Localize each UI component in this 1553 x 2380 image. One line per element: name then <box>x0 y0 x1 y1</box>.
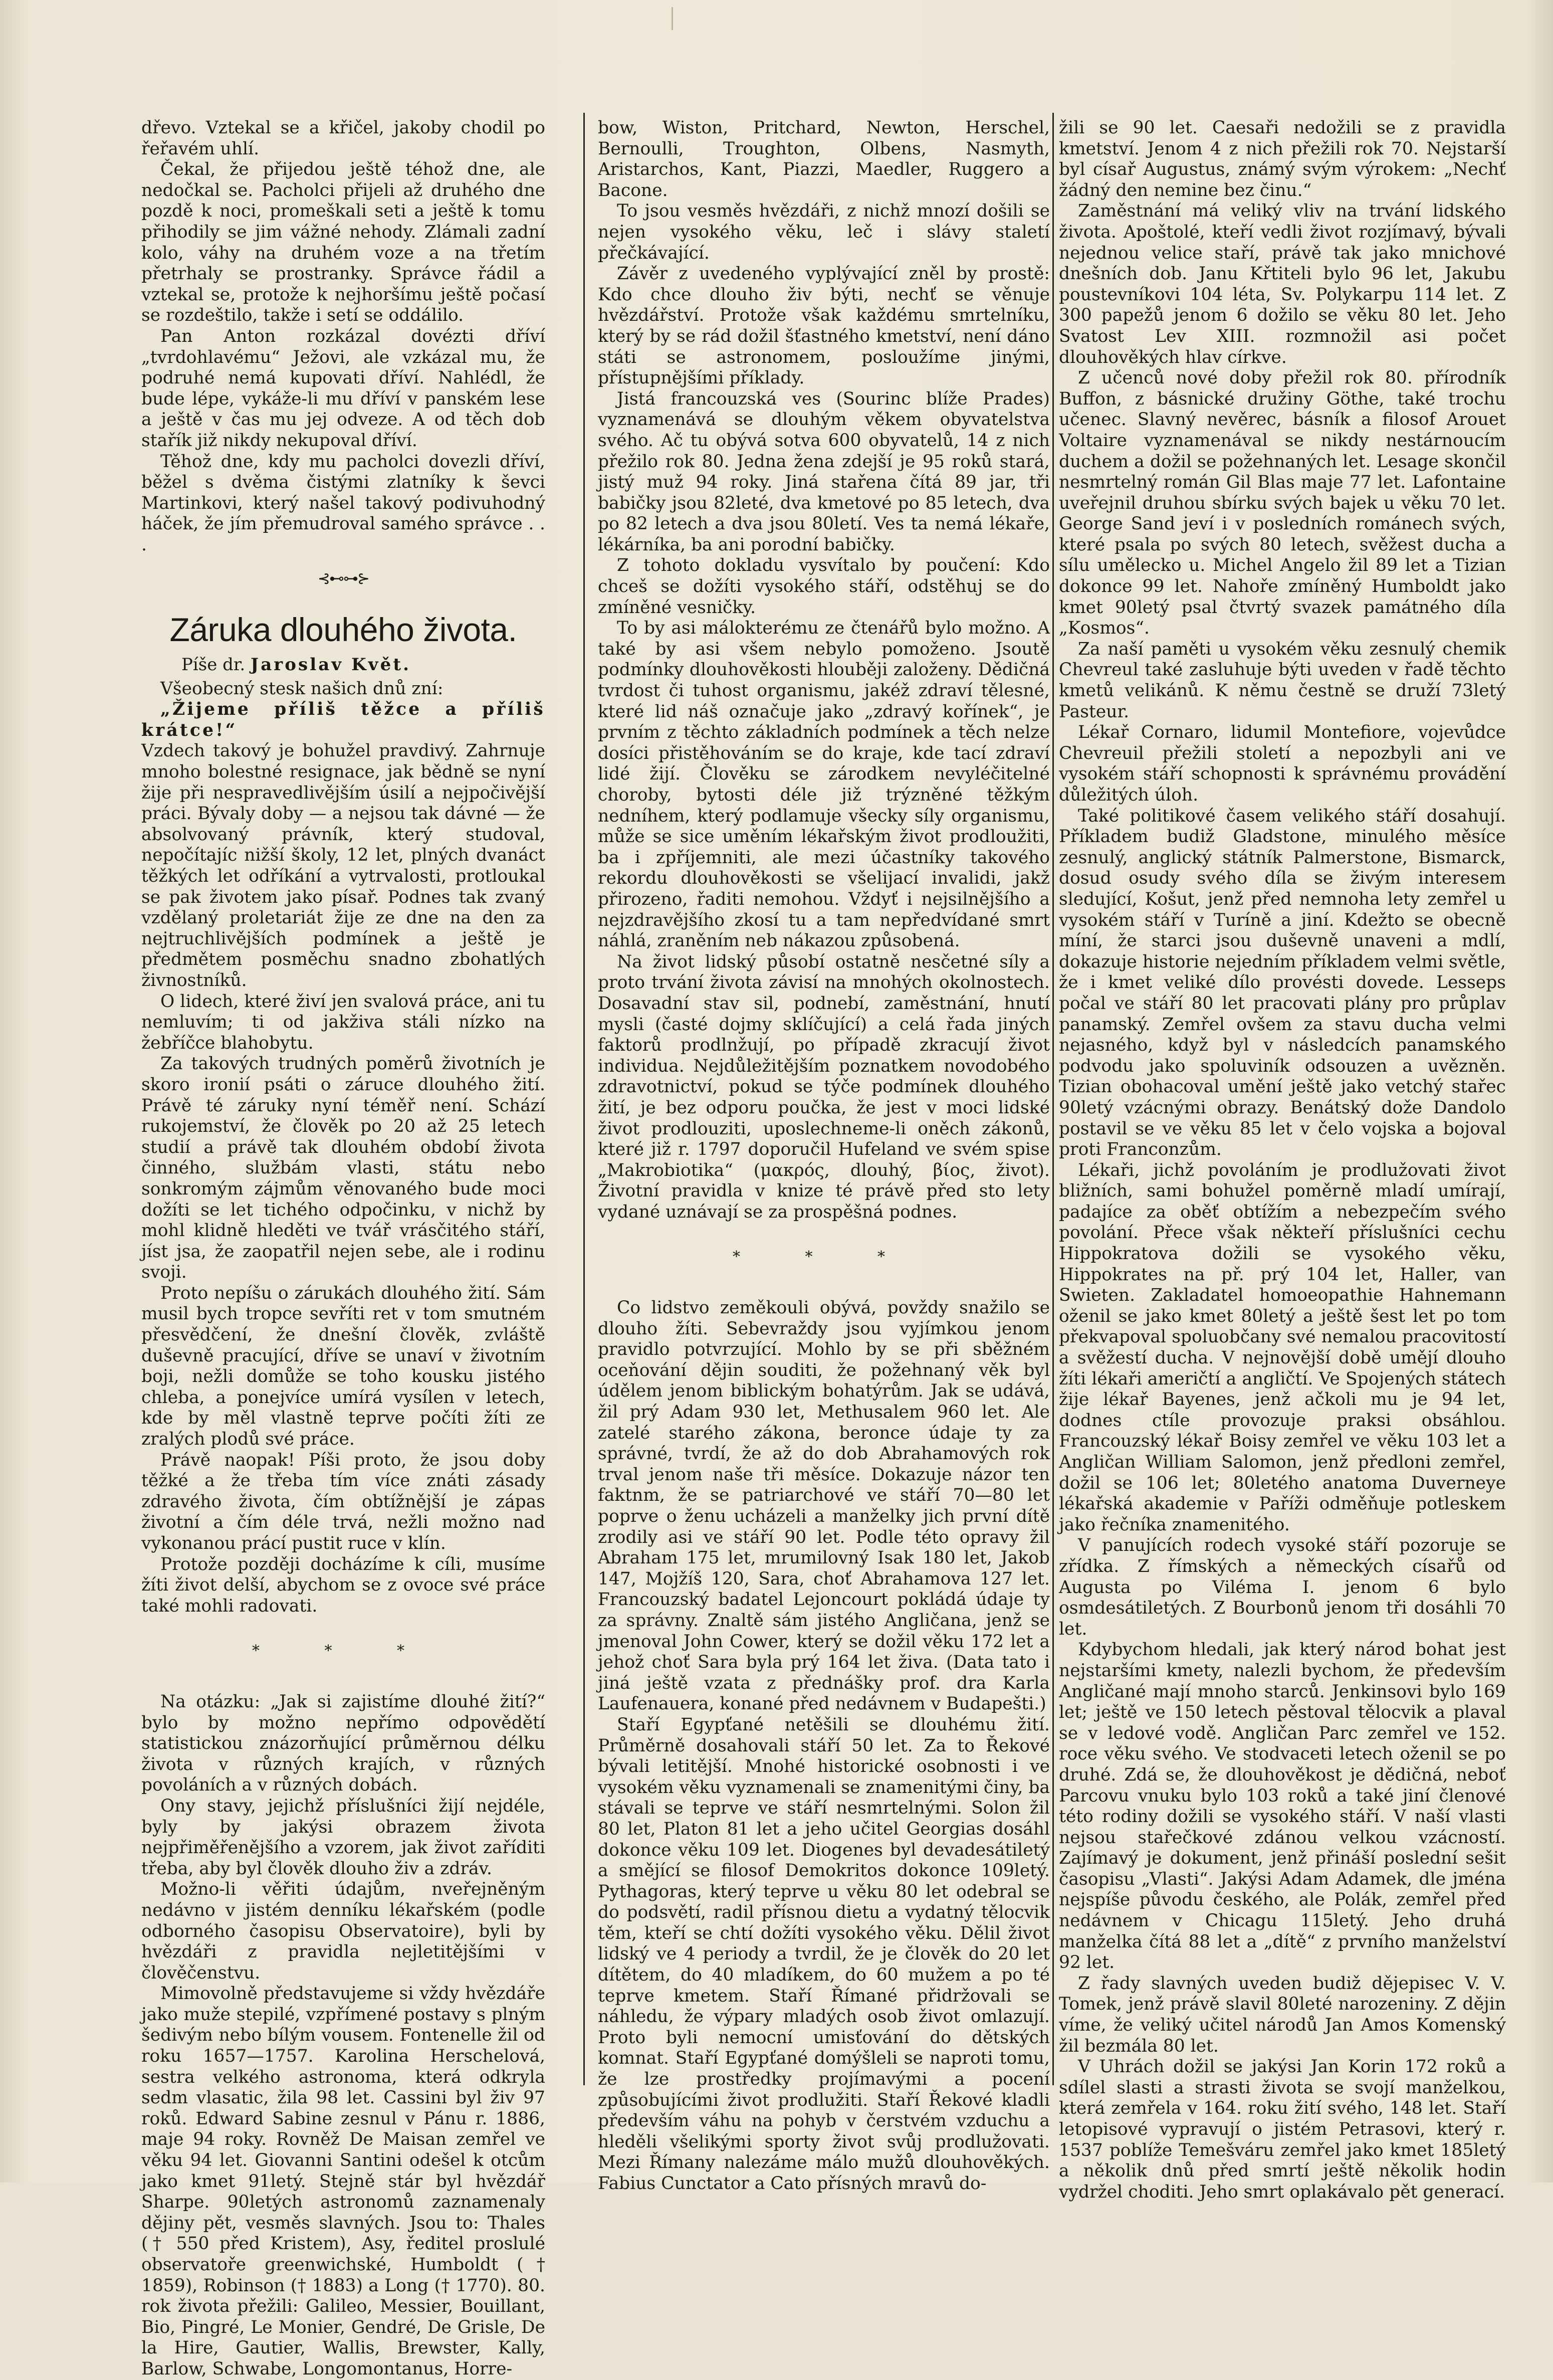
paragraph: To by asi málokterému ze čtenářů bylo možno. A také by asi všem nebylo pomoženo. Jsoutě podmínky dlouhověkosti hlouběji založeny. Dědičná tvrdost či tuhost organismu, jakéž zdraví tělesné, které lid náš označuje jako „zdravý kořínek“, je prvním z těchto základních podmínek a těch nelze dosíci přistěhováním se do kraje, kde tací zdraví lidé žijí. Člověku se zárodkem nevyléčitelné choroby, bytosti déle již trýzněné těžkým nedníhem, který podlamuje všecky síly organismu, může se sice uměním lékařským život prodloužiti, ba i zpříjemniti, ale mezi účastníky takového rekordu dlouhověkosti se všelijací invalidi, jakž přirozeno, řaditi nemohou. Vždyť i nejsilnějšího a nejzdravějšího zkosí tu a tam nepředvídané smrt náhlá, zraněním neb nákazou způsobená. <box>598 618 1050 951</box>
paragraph: Závěr z uvedeného vyplývající zněl by prostě: Kdo chce dlouho živ býti, nechť se věnuje hvězdářství. Protože však každému smrtelníku, který by se rád dožil šťastného kmetství, není dáno státi se astronomem, posloužíme jinými, přístupnějšími příklady. <box>598 264 1050 388</box>
paragraph: Mimovolně představujeme si vždy hvězdáře jako muže stepilé, vzpřímené postavy s plným šedivým nebo bílým vousem. Fontenelle žil od roku 1657—1757. Karolina Herschelová, sestra velkého astronoma, která odkryla sedm vlasatic, žila 98 let. Cassini byl živ 97 roků. Edward Sabine zesnul v Pánu r. 1886, maje 94 roky. Rovněž De Maisan zemřel ve věku 94 let. Giovanni Santini odešel k otcům jako kmet 91letý. Stejně stár byl hvězdář Sharpe. 90letých astronomů zaznamenaly dějiny pět, vesměs slavných. Jsou to: Thales († 550 před Kristem), Asy, ředitel proslulé observatoře greenwichské, Humboldt († 1859), Robinson († 1883) a Long († 1770). 80. rok života přežili: Galileo, Messier, Bouillant, Bio, Pingré, Le Monier, Gendré, De Grisle, De la Hire, Gautier, Wallis, Brewster, Kally, Barlow, Schwabe, Longomontanus, Horre- <box>141 1984 545 2379</box>
paragraph: V Uhrách dožil se jakýsi Jan Korin 172 roků a sdílel slasti a strasti života se svojí manželkou, která zemřela v 164. roku žití svého, 148 let. Staří letopisové vypravují o jistém Petrasovi, který r. 1537 poblíže Temešváru zemřel jako kmet 185letý a několik dnů před smrtí ještě několik hodin vydržel choditi. Jeho smrt oplakávalo pět generací. <box>1059 2057 1506 2202</box>
ornament-divider: ⊰⊷⊶⊱ <box>317 570 369 588</box>
paragraph: Kdybychom hledali, jak který národ bohat jest nejstaršími kmety, nalezli bychom, že především Angličané mají mnoho starců. Jenkinsovi bylo 169 let; ještě ve 150 letech pěstoval tělocvik a plaval se v ledové vodě. Angličan Parc zemřel ve 152. roce věku svého. Ve stodvaceti letech oženil se po druhé. Zdá se, že dlouhověkost je dědičná, neboť Parcovu vnuku bylo 103 roků a také jiní členové této rodiny dožili se vysokého stáří. V naší vlasti nejsou stařečkové zdánou velkou vzácností. Zajímavý je dokument, jenž přináší poslední sešit časopisu „Vlasti“. Jakýsi Adam Adamek, dle jména nejspíše původu českého, ale Polák, zemřel před nedávnem v Chicagu 115letý. Jeho druhá manželka čítá 88 let a „dítě“ z prvního manželství 92 let. <box>1059 1640 1506 1973</box>
column-3 <box>1059 118 1506 2202</box>
paragraph: Pan Anton rozkázal dovézti dříví „tvrdohlavému“ Ježovi, ale vzkázal mu, že podruhé nemá kupovati dříví. Nahlédl, že bude lépe, vykáže-li mu dříví v panském lese a ještě v čas mu jej odveze. A od těch dob stařík již nikdy nekupoval dříví. <box>141 326 545 451</box>
quote: „Žijeme příliš těžce a příliš krátce!“ <box>141 699 545 740</box>
paragraph: Na život lidský působí ostatně nesčetné síly a proto trvání života závisí na mnohých okolnostech. Dosavadní stav sil, podnebí, zaměstnání, hnutí mysli (časté dojmy sklíčující) a celá řada jiných faktorů prodlnžují, po případě zkracují život individua. Nejdůležitějším poznatkem novodobého zdravotnictví, pokud se týče podmínek dlouhého žití, je bez odporu poučka, že jest v moci lidské život prodlouziti, uposlechneme-li oněch zákonů, které již r. 1797 doporučil Hufeland ve svém spise „Makrobiotika“ (μακρός, dlouhý, βίος, život). Životní pravidla v knize té právě před sto lety vydané uznávají se za prospěšná podnes. <box>598 951 1050 1222</box>
paragraph: Vzdech takový je bohužel pravdivý. Zahrnuje mnoho bolestné resignace, jak bědně se nyní žije při nespravedlivějším úsilí a nejpočivější práci. Bývaly doby — a nejsou tak dávné — že absolvovaný právník, který studoval, nepočítajíc nižší školy, 12 let, plných dvanáct těžkých let odříkání a vytrvalosti, protloukal se pak životem jako písař. Podnes tak zvaný vzdělaný proletariát žije ze dne na den za nejtruchlivějších podmínek a ještě je předmětem posměchu snadno zbohatlých živnostníků. <box>141 741 545 990</box>
column-rule-left <box>583 113 585 2085</box>
paragraph: Právě naopak! Píši proto, že jsou doby těžké a že třeba tím více znáti zásady zdravého života, čím obtížnější je zápas životní a čím déle trvá, nežli možno nad vykonanou prácí pustit ruce v klín. <box>141 1450 545 1553</box>
section-stars: * * * <box>732 1248 916 1266</box>
column-2 <box>598 118 1050 2194</box>
paragraph: Jistá francouzská ves (Sourinc blíže Prades) vyznamenává se dlouhým věkem obyvatelstva svého. Ač tu obývá sotva 600 obyvatelů, 14 z nich přežilo rok 80. Jedna žena zdejší je 95 roků stará, jistý muž 94 roky. Jiná stařena čítá 89 jar, tři babičky jsou 82leté, dva kmetové po 85 letech, dva po 82 letech a dva jsou 80letí. Ves ta nemá lékaře, lékárníka, ba ani porodní babičky. <box>598 388 1050 555</box>
paragraph: žili se 90 let. Caesaři nedožili se z pravidla kmetství. Jenom 4 z nich přežili rok 70. Nejstarší byl císař Augustus, známý svým výrokem: „Nechť žádný den nemine bez činu.“ <box>1059 118 1506 201</box>
paragraph: Z řady slavných uveden budiž dějepisec V. V. Tomek, jenž právě slavil 80leté narozeniny. Z dějin víme, že veliký učitel národů Jan Amos Komenský žil bezmála 80 let. <box>1059 1973 1506 2056</box>
paragraph: Protože později docházíme k cíli, musíme žíti život delší, abychom se z ovoce své práce také mohli radovati. <box>141 1554 545 1616</box>
paragraph: Také politikové časem velikého stáří dosahují. Příkladem budiž Gladstone, minulého měsíce zesnulý, anglický státník Palmerstone, Bismarck, dosud osudy svého díla se živým interesem sledující, Košut, jenž před nemnoha lety zemřel u vysokém stáří v Turíně a jiní. Kdežto se obecně míní, že starci jsou duševně unaveni a mdlí, dokazuje historie nejedním příkladem velmi světle, že i kmet veliké dílo provésti dovede. Lesseps počal ve stáří 80 let pracovati plány pro průplav panamský. Zemřel ovšem za stavu ducha velmi nejasného, když byl v následcích panamského podvodu jako spoluviník odsouzen a uvězněn. Tizian obohacoval umění ještě jako vetchý stařec 90letý vzácnými obrazy. Benátský dože Dandolo postavil se ve věku 85 let v čelo vojska a bojoval proti Franconzům. <box>1059 806 1506 1160</box>
paragraph: bow, Wiston, Pritchard, Newton, Herschel, Bernoulli, Troughton, Olbens, Nasmyth, Aristarchos, Kant, Piazzi, Maedler, Ruggero a Bacone. <box>598 118 1050 201</box>
paragraph: Zaměstnání má veliký vliv na trvání lidského života. Apoštolé, kteří vedli život rozjímavý, bývali nejednou velice staří, právě tak jako mnichové dnešních dob. Janu Křtiteli bylo 96 let, Jakubu poustevníkovi 104 léta, Sv. Polykarpu 114 let. Z 300 papežů jenom 6 dožilo se věku 80 let. Jeho Svatost Lev XIII. rozmnožil asi počet dlouhověkých hlav církve. <box>1059 201 1506 367</box>
byline-prefix: Píše dr. <box>181 655 246 675</box>
page-mark <box>672 7 673 30</box>
paragraph: O lidech, které živí jen svalová práce, ani tu nemluvím; ti od jakživa stáli nízko na žebříčce blahobytu. <box>141 991 545 1053</box>
paragraph: Z učenců nové doby přežil rok 80. přírodník Buffon, z básnické družiny Göthe, také trochu učenec. Slavný nevěrec, básník a filosof Arouet Voltaire vyznamenával se nikdy nestárnoucím duchem a dožil se požehnaných let. Lesage skončil nesmrtelný román Gil Blas maje 77 let. Lafontaine uveřejnil druhou sbírku svých bajek u věku 70 let. George Sand jeví i v posledních románech svých, které psala po svých 80 letech, svěžest ducha a sílu umělecko u. Michel Angelo žil 89 let a Tizian dokonce 99 let. Nahoře zmíněný Humboldt jako kmet 90letý psal čtvrtý svazek památného díla „Kosmos“. <box>1059 368 1506 639</box>
column-1 <box>141 118 545 2379</box>
paragraph: Z tohoto dokladu vysvítalo by poučení: Kdo chceš se dožíti vysokého stáří, odstěhuj se do zmíněné vesničky. <box>598 555 1050 618</box>
paragraph: To jsou vesměs hvězdáři, z nichž mnozí došili se nejen vysokého věku, leč i slávy staletí přečkávající. <box>598 201 1050 263</box>
article-title: Záruka dlouhého života. <box>169 611 517 649</box>
paragraph: Možno-li věřiti údajům, nveřejněným nedávno v jistém denníku lékařském (podle odborného časopisu Observatoire), byli by hvězdáři z pravidla nejletitějšími v člověčenstvu. <box>141 1879 545 1983</box>
paragraph: Ony stavy, jejichž příslušníci žijí nejdéle, byly by jakýsi obrazem života nejpřiměřenějšího a vzorem, jak život zaříditi třeba, aby byl člověk dlouho živ a zdráv. <box>141 1796 545 1879</box>
paragraph: Za naší paměti u vysokém věku zesnulý chemik Chevreul také zasluhuje býti uveden v řadě těchto kmetů velikánů. K němu čestně se druží 73letý Pasteur. <box>1059 639 1506 722</box>
paragraph: Čekal, že přijedou ještě téhož dne, ale nedočkal se. Pacholci přijeli až druhého dne pozdě k noci, promeškali seti a ještě k tomu přihodily se jim vážné nehody. Zlámali zadní kolo, váhy na druhém voze a na třetím přetrhaly se prostranky. Správce řádil a vztekal se, protože k nejhoršímu ještě počasí se rozdeštilo, takže i setí se oddálilo. <box>141 159 545 326</box>
author-name: Jaroslav Květ. <box>251 655 411 675</box>
column-rule-right <box>1052 113 1054 2085</box>
paragraph: Těhož dne, kdy mu pacholci dovezli dříví, běžel s dvěma čistými zlatníky k ševci Martinkovi, který našel takový podivuhodný háček, že jím přemudroval samého správce . . . <box>141 451 545 555</box>
section-stars: * * * <box>252 1642 435 1660</box>
paragraph: Na otázku: „Jak si zajistíme dlouhé žití?“ bylo by možno nepřímo odpovědětí statistickou znázorňující průměrnou délku života v různých krajích, v různých povoláních a v různých dobách. <box>141 1691 545 1796</box>
paragraph: V panujících rodech vysoké stáří pozoruje se zřídka. Z římských a německých císařů od Augusta po Viléma I. jenom 6 bylo osmdesátiletých. Z Bourbonů jenom tři dosáhli 70 let. <box>1059 1535 1506 1639</box>
paragraph: Lékař Cornaro, lidumil Montefiore, vojevůdce Chevreuil přežili století a nepozbyli ani ve vysokém stáří schopnosti k správnému provádění důležitých úloh. <box>1059 722 1506 805</box>
byline <box>141 655 545 676</box>
paragraph: Proto nepíšu o zárukách dlouhého žití. Sám musil bych tropce sevříti ret v tom smutném přesvědčení, že dnešní člověk, zvláště duševně pracující, dříve se unaví v životním boji, nežli domůže se toho kousku jistého chleba, a ponejvíce umírá vysílen v letech, kde by měl vlastně teprve počíti žíti ze zralých plodů své práce. <box>141 1283 545 1450</box>
paragraph: dřevo. Vztekal se a křičel, jakoby chodil po řeřavém uhlí. <box>141 118 545 159</box>
paragraph: Za takových trudných poměrů životních je skoro ironií psáti o záruce dlouhého žití. Právě té záruky nyní téměř není. Schází rukojemství, že člověk po 20 až 25 letech studií a právě tak dlouhém období života činného, službám vlasti, státu nebo sonkromým zájmům věnovaného bude moci dožíti se let tichého odpočinku, v nichž by mohl klidně hleděti ve tvář vrásčitého stáří, jíst jsa, že zaopatřil nejen sebe, ale i rodinu svoji. <box>141 1054 545 1283</box>
paragraph: Lékaři, jichž povoláním je prodlužovati život bližních, sami bohužel poměrně mladí umírají, padajíce za oběť obtížím a nebezpečím svého povolání. Přece však někteří příslušníci cechu Hippokratova dožili se vysokého věku, Hippokrates na př. prý 104 let, Haller, van Swieten. Zakladatel homoeopathie Hahnemann oženil se jako kmet 80letý a ještě šest let po tom překvapoval spoluobčany své nemalou pracovitostí a svěžestí ducha. V nejnovější době umějí dlouho žíti lékaři američtí a angličtí. Ve Spojených státech žije lékař Bayenes, jenž ačkoli mu je 94 let, dodnes ctíle provozuje praksi obsáhlou. Francouzský lékař Boisy zemřel ve věku 103 let a Angličan William Salomon, jenž předloni zemřel, dožil se 106 let; 80letého anatoma Duverneye lékařská akademie v Paříži odměňuje potleskem jako řečníka znamenitého. <box>1059 1160 1506 1535</box>
paragraph: Všeobecný stesk našich dnů zní: <box>160 678 443 699</box>
paragraph: Staří Egypťané netěšili se dlouhému žití. Průměrně dosahovali stáří 50 let. Za to Řekové bývali letitější. Mnohé historické osobnosti i ve vysokém věku vyznamenali se znamenitými činy, ba stávali se teprve ve stáří nesmrtelnými. Solon žil 80 let, Platon 81 let a jeho učitel Georgias dosáhl dokonce věku 109 let. Diogenes byl devadesátiletý a smějící se filosof Demokritos dokonce 109letý. Pythagoras, který teprve u věku 80 let odebral se do podsvětí, radil přísnou dietu a vydatný tělocvik těm, kteří se chtí dožíti vysokého věku. Dělil život lidský ve 4 periody a tvrdil, že je člověk do 20 let dítětem, do 40 mladíkem, do 60 mužem a po té teprve kmetem. Staří Římané přidržovali se náhledu, že výpary mladých osob život omlazují. Proto byli nemocní umisťování do dětských komnat. Staří Egypťané domýšleli se naproti tomu, že lze prostředky projímavými a pocení způsobujícími život prodlužiti. Staří Řekové kladli především váhu na pohyb v čerstvém vzduchu a hleděli všelikými sporty život svůj prodlužovati. Mezi Římany nalezáme málo mužů dlouhověkých. Fabius Cunctator a Cato přísných mravů do- <box>598 1714 1050 2194</box>
paragraph: Co lidstvo zeměkouli obývá, povždy snažilo se dlouho žíti. Sebevraždy jsou vyjímkou jenom pravidlo potvrzující. Mohlo by se při sběžném oceňování dějin souditi, že požehnaný věk byl údělem jenom biblickým bohatýrům. Jak se udává, žil prý Adam 930 let, Methusalem 960 let. Ale zatelé starého zákona, beronce údaje ty za správné, tvrdí, že až do dob Abrahamových rok trval jenom naše tři měsíce. Dokazuje názor ten faktnm, že se patriarchové ve stáří 70—80 let poprve o ženu ucházeli a manželky jich první dítě zrodily asi ve stáří 90 let. Podle této opravy žil Abraham 175 let, mrumilovný Isak 180 let, Jakob 147, Mojžíš 120, Sara, choť Abrahamova 127 let. Francouzský badatel Lejoncourt pokládá údaje ty za správny. Znaltě sám jistého Angličana, jenž se jmenoval John Cower, který se dožil věku 172 let a jehož choť Sara byla prý 164 let živa. (Data tato i jiná ještě vzata z přednášky prof. dra Karla Laufenauera, konané před nedávnem v Budapešti.) <box>598 1298 1050 1714</box>
